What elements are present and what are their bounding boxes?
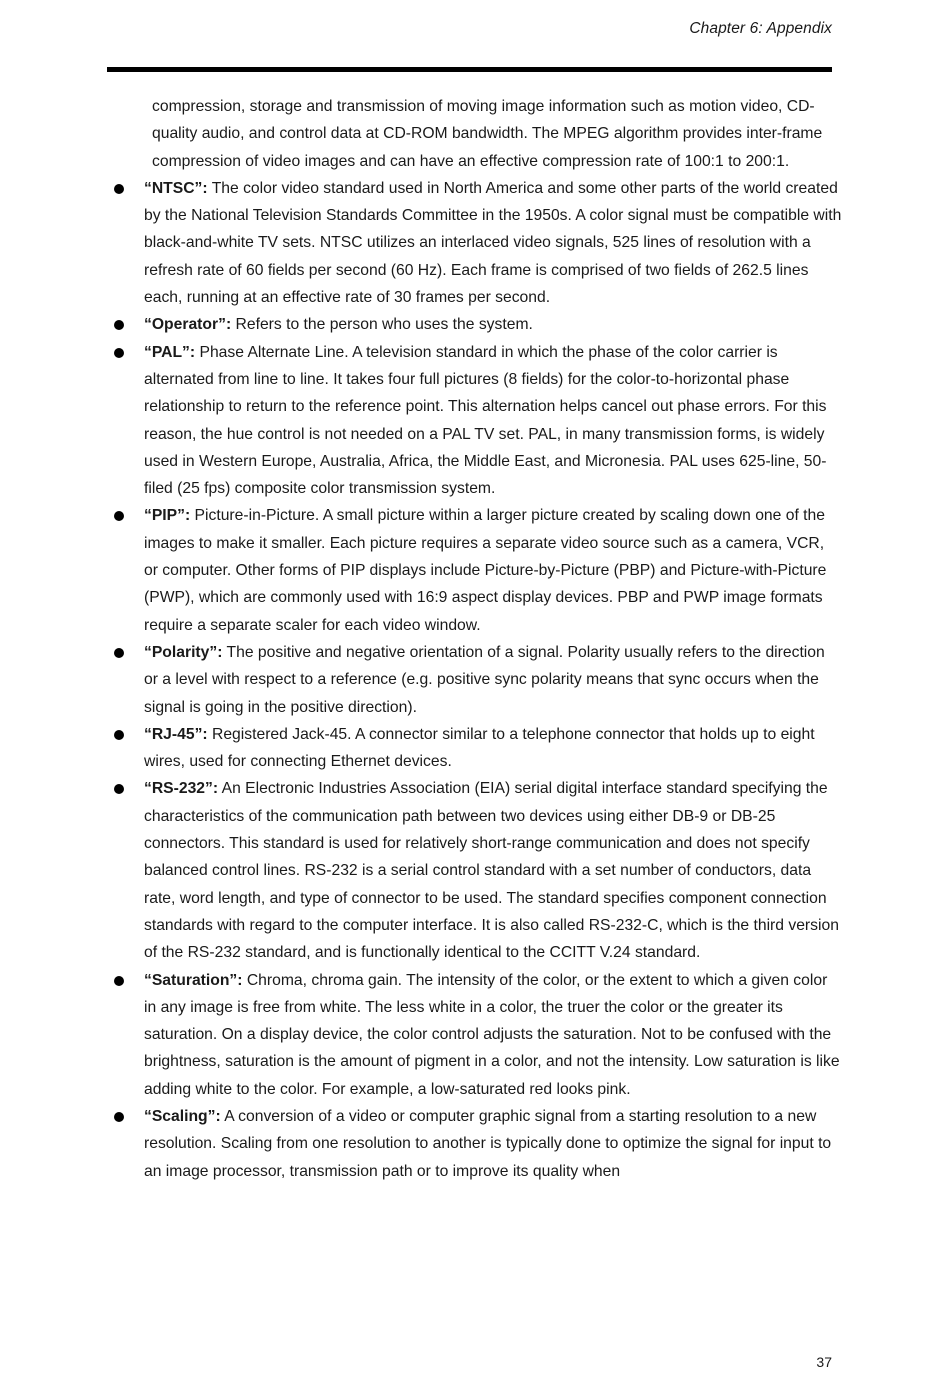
bullet-icon: [114, 784, 124, 794]
bullet-icon: [114, 730, 124, 740]
glossary-definition: The positive and negative orientation of a signal. Polarity usually refers to the direction or a level with respect to a reference (e.g. positive sync polarity means that sync occurs when the signal is going in the positive direction).: [144, 643, 825, 716]
glossary-term: “Scaling”:: [144, 1107, 221, 1125]
glossary-item-ntsc: [107, 175, 842, 311]
bullet-icon: [114, 348, 124, 358]
glossary-definition: The color video standard used in North America and some other parts of the world created by the National Television Standards Committee in the 1950s. A color signal must be compatible with black-and-white TV sets. NTSC utilizes an interlaced video signals, 525 lines of resolution with a refresh rate of 60 fields per second (60 Hz). Each frame is comprised of two fields of 262.5 lines each, running at an effective rate of 30 frames per second.: [144, 179, 842, 307]
continuation-paragraph: compression, storage and transmission of moving image information such as motion video, CD-quality audio, and control data at CD-ROM bandwidth. The MPEG algorithm provides inter-frame compression of video images and can have an effective compression rate of 100:1 to 200:1.: [152, 98, 823, 170]
glossary-item-operator: [107, 311, 842, 338]
glossary-item-saturation: [107, 967, 842, 1103]
glossary-definition: A conversion of a video or computer graphic signal from a starting resolution to a new resolution. Scaling from one resolution to another is typically done to optimize the signal for input to an image processor, transmission path or to improve its quality when: [144, 1107, 832, 1180]
glossary-list: [107, 175, 842, 1185]
glossary-term: “Saturation”:: [144, 971, 243, 989]
bullet-icon: [114, 320, 124, 330]
bullet-icon: [114, 976, 124, 986]
glossary-item-scaling: [107, 1103, 842, 1185]
glossary-term: “PIP”:: [144, 507, 191, 525]
bullet-icon: [114, 1112, 124, 1122]
glossary-definition: Registered Jack-45. A connector similar to a telephone connector that holds up to eight wires, used for connecting Ethernet devices.: [144, 725, 815, 771]
glossary-definition: An Electronic Industries Association (EIA) serial digital interface standard specifying the characteristics of the communication path between two devices using either DB-9 or DB-25 connectors. This standard is used for relatively short-range communication and does not specify balanced control lines. RS-232 is a serial control standard with a set number of conductors, data rate, word length, and type of connector to be used. The standard specifies component connection standards with regard to the computer interface. It is also called RS-232-C, which is the third version of the RS-232 standard, and is functionally identical to the CCITT V.24 standard.: [144, 780, 839, 962]
header-rule: [107, 67, 832, 72]
glossary-item-polarity: [107, 639, 842, 721]
glossary-term: “RJ-45”:: [144, 725, 208, 743]
bullet-icon: [114, 184, 124, 194]
page-body: [107, 93, 842, 1185]
glossary-definition: Phase Alternate Line. A television standard in which the phase of the color carrier is alternated from line to line. It takes four full pictures (8 fields) for the color-to-horizontal phase relationship to return to the reference point. This alternation helps cancel out phase errors. For this reason, the hue control is not needed on a PAL TV set. PAL, in many transmission forms, is widely used in Western Europe, Australia, Africa, the Middle East, and Micronesia. PAL uses 625-line, 50-filed (25 fps) composite color transmission system.: [144, 343, 827, 498]
bullet-icon: [114, 648, 124, 658]
glossary-term: “NTSC”:: [144, 179, 208, 197]
glossary-item-pip: [107, 502, 842, 638]
glossary-term: “Polarity”:: [144, 643, 223, 661]
glossary-definition: Chroma, chroma gain. The intensity of the color, or the extent to which a given color in any image is free from white. The less white in a color, the truer the color or the greater its saturation. On a display device, the color control adjusts the saturation. Not to be confused with the brightness, saturation is the amount of pigment in a color, and not the intensity. Low saturation is like adding white to the color. For example, a low-saturated red looks pink.: [144, 971, 840, 1098]
bullet-icon: [114, 511, 124, 521]
glossary-term: “RS-232”:: [144, 780, 219, 798]
glossary-term: “PAL”:: [144, 343, 196, 361]
glossary-definition: Refers to the person who uses the system.: [231, 316, 533, 334]
glossary-item-rj45: [107, 721, 842, 776]
chapter-header: Chapter 6: Appendix: [689, 20, 832, 37]
glossary-term: “Operator”:: [144, 316, 232, 334]
page-number: 37: [816, 1354, 832, 1370]
glossary-definition: Picture-in-Picture. A small picture within a larger picture created by scaling down one of the images to make it smaller. Each picture requires a separate video source such as a camera, VCR, or computer. Other forms of PIP displays include Picture-by-Picture (PBP) and Picture-with-Picture (PWP), which are commonly used with 16:9 aspect display devices. PBP and PWP image formats require a separate scaler for each video window.: [144, 507, 827, 634]
glossary-item-rs232: [107, 775, 842, 966]
glossary-item-pal: [107, 339, 842, 503]
